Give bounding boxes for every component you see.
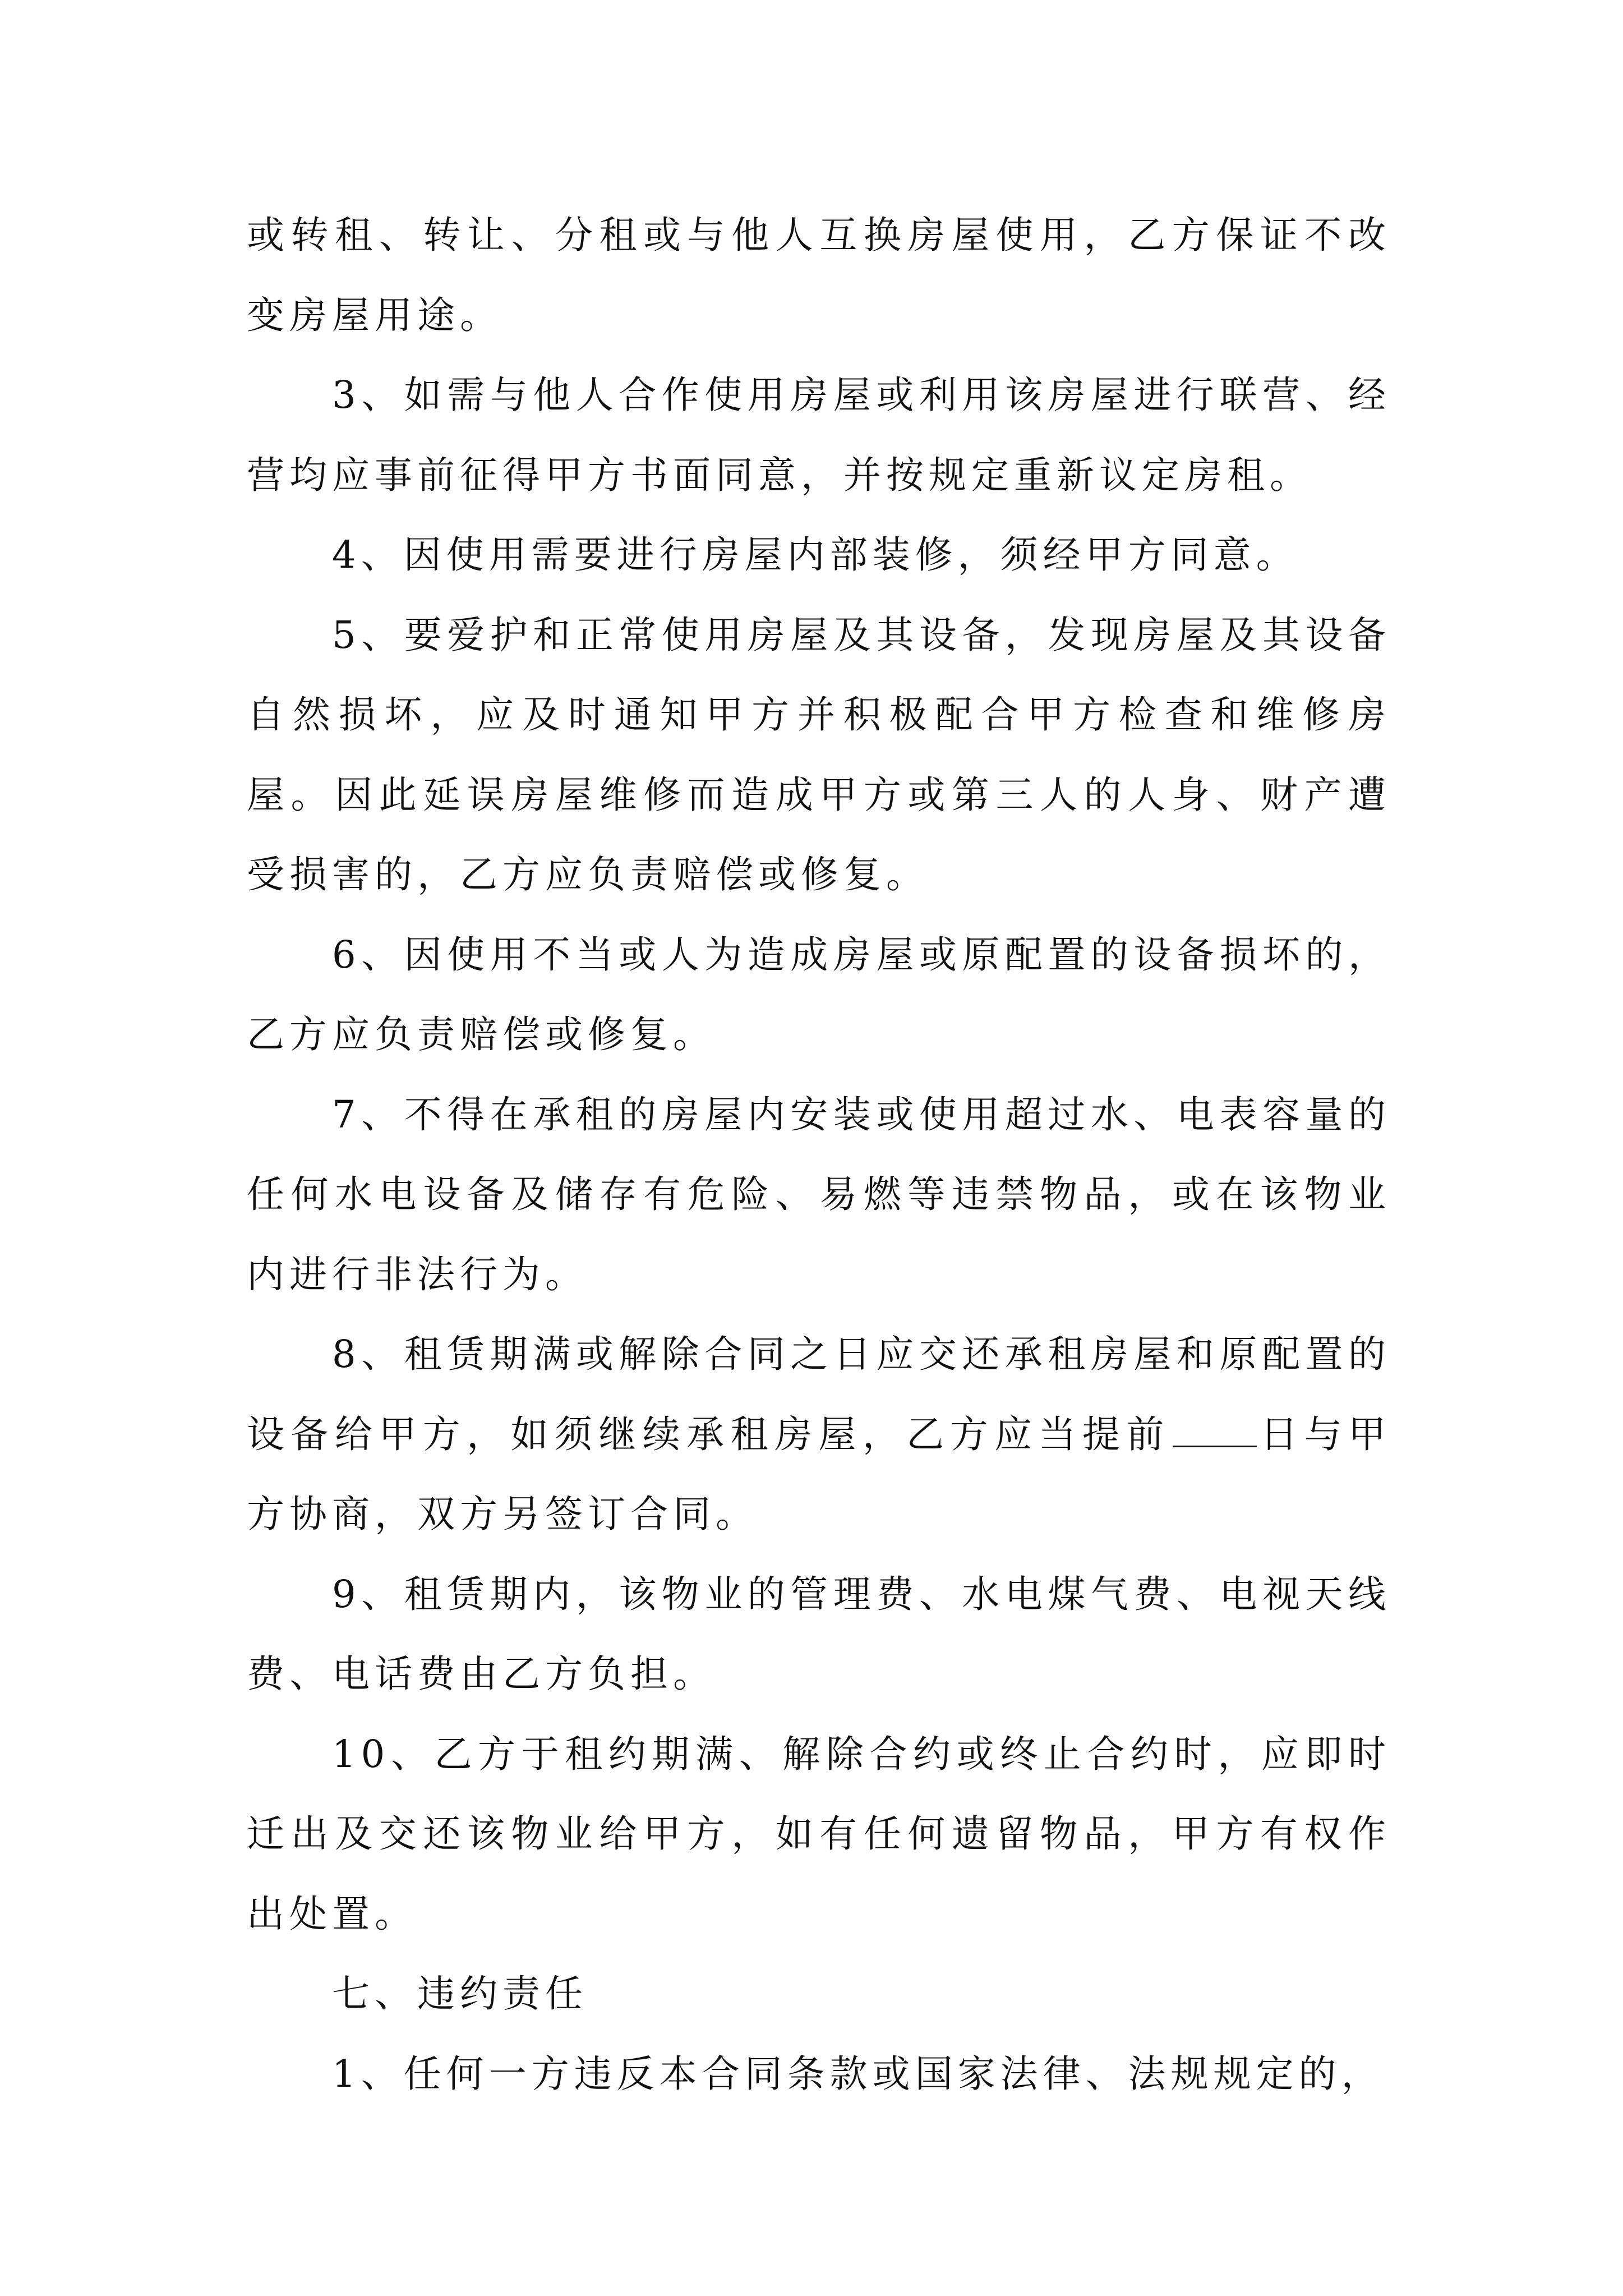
document-body: [247, 195, 1391, 2114]
paragraph-clause-6: 6、因使用不当或人为造成房屋或原配置的设备损坏的，乙方应负责赔偿或修复。: [247, 932, 1391, 1056]
paragraph-clause-5: 5、要爱护和正常使用房屋及其设备，发现房屋及其设备自然损坏，应及时通知甲方并积极配合甲方检查和维修房屋。因此延误房屋维修而造成甲方或第三人的人身、财产遭受损害的，乙方应负责赔偿或修复。: [247, 613, 1391, 896]
paragraph-breach-clause-1: 1、任何一方违反本合同条款或国家法律、法规规定的，: [332, 2051, 1384, 2096]
clause-8-text-after: 日与甲方协商，双方另签订合同。: [247, 1412, 1391, 1536]
paragraph-clause-7: 7、不得在承租的房屋内安装或使用超过水、电表容量的任何水电设备及储存有危险、易燃等违禁物品，或在该物业内进行非法行为。: [247, 1092, 1391, 1296]
clause-8-text-before: 8、租赁期满或解除合同之日应交还承租房屋和原配置的设备给甲方，如须继续承租房屋，乙方应当提前: [247, 1332, 1391, 1456]
paragraph-clause-3: 3、如需与他人合作使用房屋或利用该房屋进行联营、经营均应事前征得甲方书面同意，并按规定重新议定房租。: [247, 373, 1391, 497]
fill-in-blank-days: [1173, 1412, 1257, 1447]
paragraph-clause-9: 9、租赁期内，该物业的管理费、水电煤气费、电视天线费、电话费由乙方负担。: [247, 1572, 1391, 1696]
paragraph-clause-8: [247, 1314, 1391, 1554]
section-heading-breach: 七、违约责任: [332, 1972, 588, 2016]
paragraph-continuation: 或转租、转让、分租或与他人互换房屋使用，乙方保证不改变房屋用途。: [247, 213, 1391, 337]
paragraph-clause-10: 10、乙方于租约期满、解除合约或终止合约时，应即时迁出及交还该物业给甲方，如有任何遗留物品，甲方有权作出处置。: [247, 1732, 1391, 1936]
paragraph-clause-4: 4、因使用需要进行房屋内部装修，须经甲方同意。: [332, 533, 1299, 577]
